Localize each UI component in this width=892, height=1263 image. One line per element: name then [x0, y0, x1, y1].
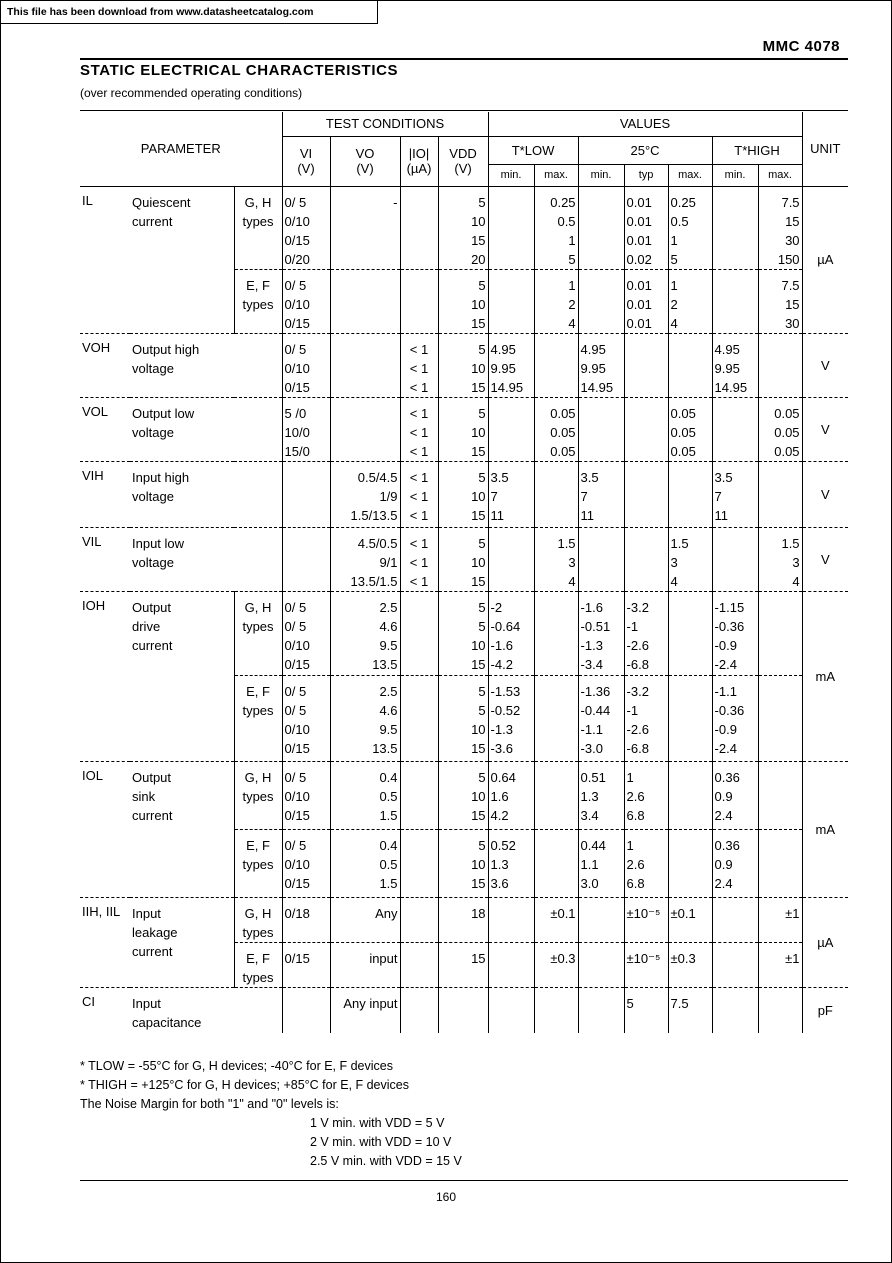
cell-tlmin: 0.64 1.6 4.2 — [488, 761, 534, 829]
header-thigh-min: min. — [712, 164, 758, 186]
header-thigh: T*HIGH — [712, 136, 802, 164]
cell-tlmax: 0.25 0.5 1 5 — [534, 186, 578, 269]
cell-vi: 0/ 5 0/ 5 0/10 0/15 — [282, 675, 330, 761]
download-banner: This file has been download from www.datasheetcatalog.com — [0, 0, 378, 24]
cell-tlmax — [534, 829, 578, 897]
cell-tlmax — [534, 987, 578, 1033]
param-symbol: IL — [80, 186, 130, 333]
cell-vdd: 5 10 15 20 — [438, 186, 488, 269]
cell-vo: 4.5/0.5 9/1 13.5/1.5 — [330, 527, 400, 591]
cell-m25min — [578, 397, 624, 461]
param-name: Output high voltage — [130, 333, 234, 397]
cell-thmax: 7.5 15 30 150 — [758, 186, 802, 269]
header-unit: UNIT — [802, 112, 848, 186]
table-row — [80, 987, 848, 1033]
cell-m25typ: 1 2.6 6.8 — [624, 829, 668, 897]
cell-m25typ — [624, 333, 668, 397]
header-tlow: T*LOW — [488, 136, 578, 164]
header-parameter: PARAMETER — [80, 112, 282, 186]
cell-m25min: -1.6 -0.51 -1.3 -3.4 — [578, 591, 624, 675]
param-name: Input leakage current — [130, 897, 234, 987]
cell-m25max: 0.25 0.5 1 5 — [668, 186, 712, 269]
param-symbol: VOH — [80, 333, 130, 397]
header-vo: VO (V) — [330, 136, 400, 186]
cell-vi: 0/ 5 0/10 0/15 — [282, 761, 330, 829]
param-symbol: VIL — [80, 527, 130, 591]
cell-thmin — [712, 186, 758, 269]
top-rule — [80, 58, 848, 60]
cell-vi — [282, 987, 330, 1033]
header-tlow-min: min. — [488, 164, 534, 186]
device-type — [234, 987, 282, 1033]
cell-thmin: 4.95 9.95 14.95 — [712, 333, 758, 397]
cell-tlmin — [488, 987, 534, 1033]
device-type — [234, 527, 282, 591]
cell-thmin — [712, 269, 758, 333]
cell-tlmin: 4.95 9.95 14.95 — [488, 333, 534, 397]
device-type — [234, 333, 282, 397]
cell-vi — [282, 461, 330, 527]
cell-vo: Any input — [330, 987, 400, 1033]
cell-m25min: -1.36 -0.44 -1.1 -3.0 — [578, 675, 624, 761]
cell-vo — [330, 269, 400, 333]
cell-io — [400, 761, 438, 829]
noise-margin-1: 1 V min. with VDD = 5 V — [310, 1116, 445, 1130]
cell-m25min: 0.44 1.1 3.0 — [578, 829, 624, 897]
cell-vo: 2.5 4.6 9.5 13.5 — [330, 591, 400, 675]
cell-m25typ: 0.01 0.01 0.01 0.02 — [624, 186, 668, 269]
param-name: Output drive current — [130, 591, 234, 761]
cell-vi: 5 /0 10/0 15/0 — [282, 397, 330, 461]
cell-m25max: 1 2 4 — [668, 269, 712, 333]
cell-thmin — [712, 527, 758, 591]
header-thigh-max: max. — [758, 164, 802, 186]
header-tlow-max: max. — [534, 164, 578, 186]
cell-vo — [330, 333, 400, 397]
cell-thmax — [758, 987, 802, 1033]
unit-cell: µA — [802, 897, 848, 987]
cell-io: < 1 < 1 < 1 — [400, 461, 438, 527]
cell-m25min — [578, 987, 624, 1033]
device-type: G, H types — [234, 591, 282, 675]
cell-m25max: 7.5 — [668, 987, 712, 1033]
unit-cell: mA — [802, 761, 848, 897]
cell-tlmax: 1.5 3 4 — [534, 527, 578, 591]
cell-m25typ: -3.2 -1 -2.6 -6.8 — [624, 591, 668, 675]
header-values: VALUES — [488, 112, 802, 136]
cell-thmin: 0.36 0.9 2.4 — [712, 761, 758, 829]
page-number: 160 — [435, 1190, 457, 1204]
table-row — [80, 333, 848, 397]
cell-m25typ: 5 — [624, 987, 668, 1033]
unit-cell: mA — [802, 591, 848, 761]
cell-tlmin — [488, 942, 534, 987]
cell-thmax — [758, 333, 802, 397]
cell-vdd: 15 — [438, 942, 488, 987]
cell-m25min — [578, 186, 624, 269]
cell-tlmin — [488, 186, 534, 269]
cell-io — [400, 829, 438, 897]
cell-m25max — [668, 461, 712, 527]
cell-vdd: 5 10 15 — [438, 761, 488, 829]
table-row — [80, 397, 848, 461]
cell-tlmax — [534, 675, 578, 761]
cell-tlmax — [534, 461, 578, 527]
cell-tlmin — [488, 897, 534, 942]
cell-thmin — [712, 942, 758, 987]
cell-vdd: 5 10 15 — [438, 829, 488, 897]
footnotes — [80, 1057, 462, 1171]
cell-thmax — [758, 461, 802, 527]
unit-cell: V — [802, 397, 848, 461]
cell-m25min: 3.5 7 11 — [578, 461, 624, 527]
header-vdd: VDD (V) — [438, 136, 488, 186]
header-25-typ: typ — [624, 164, 668, 186]
cell-tlmax — [534, 333, 578, 397]
cell-m25max: 1.5 3 4 — [668, 527, 712, 591]
cell-tlmax: 0.05 0.05 0.05 — [534, 397, 578, 461]
cell-tlmin — [488, 527, 534, 591]
device-type: G, H types — [234, 897, 282, 942]
header-vi: VI (V) — [282, 136, 330, 186]
cell-vdd — [438, 987, 488, 1033]
cell-vi: 0/ 5 0/10 0/15 0/20 — [282, 186, 330, 269]
cell-tlmax: 1 2 4 — [534, 269, 578, 333]
cell-thmin: 0.36 0.9 2.4 — [712, 829, 758, 897]
cell-vi — [282, 527, 330, 591]
param-name: Output sink current — [130, 761, 234, 897]
part-number: MMC 4078 — [762, 38, 840, 55]
cell-thmin — [712, 397, 758, 461]
cell-thmax: 1.5 3 4 — [758, 527, 802, 591]
cell-thmax — [758, 675, 802, 761]
page-title: STATIC ELECTRICAL CHARACTERISTICS — [80, 62, 399, 79]
noise-margin-2: 2 V min. with VDD = 10 V — [310, 1135, 452, 1149]
cell-m25typ: 0.01 0.01 0.01 — [624, 269, 668, 333]
device-type: E, F types — [234, 942, 282, 987]
characteristics-table — [80, 112, 848, 1033]
cell-m25typ — [624, 461, 668, 527]
device-type: G, H types — [234, 761, 282, 829]
cell-vdd: 18 — [438, 897, 488, 942]
cell-vi: 0/ 5 0/ 5 0/10 0/15 — [282, 591, 330, 675]
cell-m25max — [668, 761, 712, 829]
table-row — [80, 186, 848, 269]
table-row — [80, 527, 848, 591]
cell-thmax: ±1 — [758, 942, 802, 987]
cell-thmin: 3.5 7 11 — [712, 461, 758, 527]
cell-vo: 0.4 0.5 1.5 — [330, 761, 400, 829]
cell-m25typ — [624, 397, 668, 461]
noise-margin-3: 2.5 V min. with VDD = 15 V — [310, 1154, 462, 1168]
table-row — [80, 461, 848, 527]
cell-tlmax: ±0.1 — [534, 897, 578, 942]
cell-vo: Any — [330, 897, 400, 942]
table-row — [80, 897, 848, 942]
bottom-rule — [80, 1180, 848, 1181]
cell-thmax: 0.05 0.05 0.05 — [758, 397, 802, 461]
cell-vdd: 5 10 15 — [438, 397, 488, 461]
device-type: E, F types — [234, 269, 282, 333]
cell-thmax — [758, 591, 802, 675]
cell-io — [400, 987, 438, 1033]
cell-io — [400, 675, 438, 761]
cell-vdd: 5 10 15 — [438, 461, 488, 527]
cell-vo: input — [330, 942, 400, 987]
param-symbol: CI — [80, 987, 130, 1033]
cell-io: < 1 < 1 < 1 — [400, 397, 438, 461]
param-name: Output low voltage — [130, 397, 234, 461]
cell-thmin — [712, 897, 758, 942]
cell-m25max — [668, 333, 712, 397]
device-type: G, H types — [234, 186, 282, 269]
param-name: Input capacitance — [130, 987, 234, 1033]
cell-thmin: -1.15 -0.36 -0.9 -2.4 — [712, 591, 758, 675]
device-type: E, F types — [234, 829, 282, 897]
cell-io — [400, 591, 438, 675]
cell-thmin — [712, 987, 758, 1033]
header-test-conditions: TEST CONDITIONS — [282, 112, 488, 136]
table-row — [80, 761, 848, 829]
cell-tlmax: ±0.3 — [534, 942, 578, 987]
header-25c: 25°C — [578, 136, 712, 164]
cell-tlmax — [534, 591, 578, 675]
cell-m25typ: 1 2.6 6.8 — [624, 761, 668, 829]
device-type — [234, 461, 282, 527]
cell-vo: 2.5 4.6 9.5 13.5 — [330, 675, 400, 761]
param-symbol: IOL — [80, 761, 130, 897]
device-type — [234, 397, 282, 461]
table-top-rule — [80, 110, 848, 111]
cell-m25min — [578, 942, 624, 987]
cell-thmin: -1.1 -0.36 -0.9 -2.4 — [712, 675, 758, 761]
cell-m25typ: ±10⁻⁵ — [624, 897, 668, 942]
cell-vi: 0/18 — [282, 897, 330, 942]
cell-vi: 0/ 5 0/10 0/15 — [282, 333, 330, 397]
cell-tlmin: 3.5 7 11 — [488, 461, 534, 527]
cell-vi: 0/15 — [282, 942, 330, 987]
cell-vo — [330, 397, 400, 461]
cell-vi: 0/ 5 0/10 0/15 — [282, 269, 330, 333]
device-type: E, F types — [234, 675, 282, 761]
cell-m25min — [578, 897, 624, 942]
param-name: Input low voltage — [130, 527, 234, 591]
cell-vo: - — [330, 186, 400, 269]
cell-thmax: ±1 — [758, 897, 802, 942]
footnote-noise-margin: The Noise Margin for both "1" and "0" levels is: — [80, 1097, 339, 1111]
cell-tlmin: 0.52 1.3 3.6 — [488, 829, 534, 897]
cell-m25max — [668, 675, 712, 761]
cell-vdd: 5 5 10 15 — [438, 675, 488, 761]
cell-vdd: 5 10 15 — [438, 527, 488, 591]
cell-m25min — [578, 269, 624, 333]
cell-io — [400, 269, 438, 333]
param-symbol: IOH — [80, 591, 130, 761]
cell-m25max: 0.05 0.05 0.05 — [668, 397, 712, 461]
cell-m25typ — [624, 527, 668, 591]
cell-thmax: 7.5 15 30 — [758, 269, 802, 333]
footnote-thigh: * THIGH = +125°C for G, H devices; +85°C for E, F devices — [80, 1078, 409, 1092]
param-name: Input high voltage — [130, 461, 234, 527]
cell-io: < 1 < 1 < 1 — [400, 527, 438, 591]
cell-m25max — [668, 829, 712, 897]
cell-tlmin: -1.53 -0.52 -1.3 -3.6 — [488, 675, 534, 761]
cell-m25typ: -3.2 -1 -2.6 -6.8 — [624, 675, 668, 761]
cell-vdd: 5 10 15 — [438, 269, 488, 333]
param-symbol: VOL — [80, 397, 130, 461]
header-io: |IO| (µA) — [400, 136, 438, 186]
cell-vo: 0.4 0.5 1.5 — [330, 829, 400, 897]
cell-m25min: 0.51 1.3 3.4 — [578, 761, 624, 829]
cell-vdd: 5 5 10 15 — [438, 591, 488, 675]
param-symbol: VIH — [80, 461, 130, 527]
cell-m25max: ±0.3 — [668, 942, 712, 987]
param-symbol: IIH, IIL — [80, 897, 130, 987]
cell-m25typ: ±10⁻⁵ — [624, 942, 668, 987]
cell-tlmin: -2 -0.64 -1.6 -4.2 — [488, 591, 534, 675]
unit-cell: pF — [802, 987, 848, 1033]
page-subtitle: (over recommended operating conditions) — [80, 86, 303, 100]
cell-vi: 0/ 5 0/10 0/15 — [282, 829, 330, 897]
header-25-max: max. — [668, 164, 712, 186]
cell-m25min: 4.95 9.95 14.95 — [578, 333, 624, 397]
cell-vo: 0.5/4.5 1/9 1.5/13.5 — [330, 461, 400, 527]
cell-io: < 1 < 1 < 1 — [400, 333, 438, 397]
unit-cell: V — [802, 333, 848, 397]
table-row — [80, 591, 848, 675]
unit-cell: V — [802, 527, 848, 591]
cell-tlmax — [534, 761, 578, 829]
cell-m25max: ±0.1 — [668, 897, 712, 942]
cell-m25max — [668, 591, 712, 675]
cell-io — [400, 186, 438, 269]
header-25-min: min. — [578, 164, 624, 186]
unit-cell: V — [802, 461, 848, 527]
cell-tlmin — [488, 269, 534, 333]
footnote-tlow: * TLOW = -55°C for G, H devices; -40°C for E, F devices — [80, 1059, 393, 1073]
cell-io — [400, 942, 438, 987]
cell-thmax — [758, 761, 802, 829]
cell-m25min — [578, 527, 624, 591]
cell-vdd: 5 10 15 — [438, 333, 488, 397]
param-name: Quiescent current — [130, 186, 234, 333]
cell-thmax — [758, 829, 802, 897]
unit-cell: µA — [802, 186, 848, 333]
cell-tlmin — [488, 397, 534, 461]
cell-io — [400, 897, 438, 942]
